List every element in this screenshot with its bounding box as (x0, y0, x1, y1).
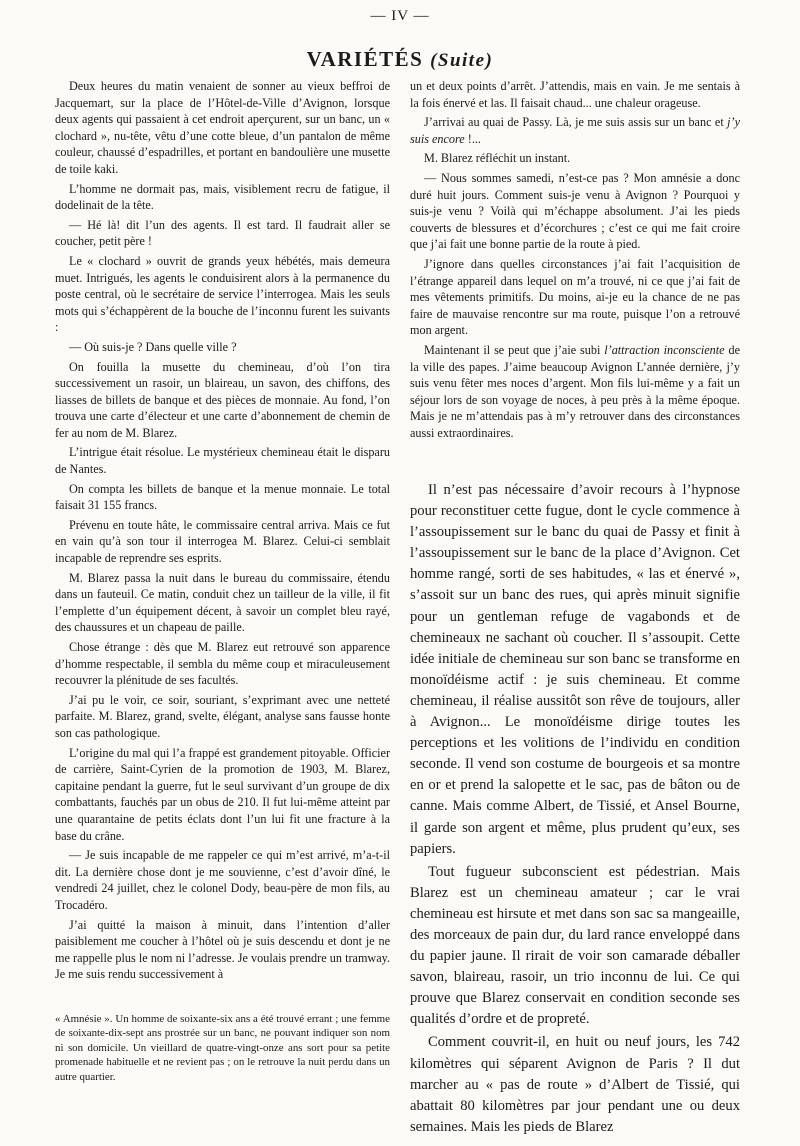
paragraph: Comment couvrit-il, en huit ou neuf jours, les 742 kilomètres qui séparent Avignon de Paris ? Il dut marcher au « pas de route » d’Albert de Tissié, qui abattait 80 kilomètres par jour pendant une ou deux semaines. Mais les pieds de Blarez (410, 1034, 740, 1135)
page-number: — IV — (370, 8, 430, 24)
paragraph: On compta les billets de banque et la menue monnaie. Le total faisait 31 155 francs. (55, 481, 390, 513)
left-column (55, 78, 390, 986)
paragraph (410, 114, 740, 147)
paragraph: M. Blarez réfléchit un instant. (424, 151, 571, 166)
paragraph-text: !... (464, 131, 481, 146)
page-title (0, 47, 800, 72)
paragraph: Deux heures du matin venaient de sonner au vieux beffroi de Jacquemart, sur la place de l’Hôtel-de-Ville d’Avignon, lorsque deux agents qui passaient à cet endroit aperçurent, sur un banc, un « clochard », nu-tête, vêtu d’une cotte bleue, d’un pantalon de même couleur, chaussé d’espadrilles, et portant en bandoulière une musette de toile kaki. (55, 79, 390, 176)
italic-text: j’y suis encore (410, 115, 740, 146)
footnote (55, 1012, 390, 1084)
paragraph (410, 342, 740, 442)
paragraph: — Je suis incapable de me rappeler ce qui m’est arrivé, m’a-t-il dit. La dernière chose dont je me souvienne, c’est d’avoir dîné, le vendredi 24 juillet, chez le colonel Dody, beau-père de mon fils, au Trocadéro. (55, 848, 390, 912)
paragraph-text: Maintenant il se peut que j’aie subi (424, 342, 605, 357)
title-subtitle: (Suite) (430, 50, 494, 71)
paragraph-text: de la ville des papes. J’aime beaucoup Avignon L’année dernière, j’y suis venu fêter mes noces d’argent. Mon fils lui-même y a fait un séjour lors de son voyage de noces, à peu près à la même époque. Mais je ne m’attendais pas à m’y retrouver dans des circonstances aussi extraordinaires. (410, 342, 740, 440)
paragraph: On fouilla la musette du chemineau, d’où l’on tira successivement un rasoir, un blaireau, un savon, des chiffons, des liasses de billets de banque et des pièces de monnaie. Au fond, l’on trouva une carte d’électeur et une carte d’abonnement de chemin de fer au nom de M. Blarez. (55, 359, 390, 440)
title-main: VARIÉTÉS (306, 47, 424, 71)
footnote-text: « Amnésie ». Un homme de soixante-six ans a été trouvé errant ; une femme de soixante-dix-sept ans prostrée sur un banc, ne pouvant indiquer son nom ni son domicile. Un vieillard de quatre-vingt-onze ans sort pour sa petite promenade habituelle et ne revient pas ; on le retrouve la nuit perdu dans un autre quartier. (55, 1013, 390, 1083)
paragraph: J’ai quitté la maison à minuit, dans l’intention d’aller paisiblement me coucher à l’hôtel où je suis descendu et dont je ne me rappelle plus le nom ni l’adresse. Je voulais prendre un tramway. Je me suis rendu successivement à (55, 917, 390, 982)
paragraph: Tout fugueur subconscient est pédestrian. Mais Blarez est un chemineau amateur ; car le vrai chemineau est hirsute et met dans son sac sa mangeaille, des morceaux de pain dur, du lard rance enveloppé dans du papier jaune. Il rirait de voir son camarade déballer savon, blaireau, rasoir, un trio inconnu de lui. Ce qui prouve que Blarez conservait en condition seconde ses qualités d’ordre et de propreté. (410, 863, 740, 1028)
footnote-divider (55, 1003, 390, 1004)
paragraph-text: J’arrivai au quai de Passy. Là, je me suis assis sur un banc et (424, 115, 728, 130)
paragraph: L’homme ne dormait pas, mais, visiblement recru de fatigue, il dodelinait de la tête. (55, 181, 390, 213)
paragraph: un et deux points d’arrêt. J’attendis, mais en vain. Je me sentais à la fois énervé et las. Il faisait chaud... une chaleur orageuse. (410, 79, 740, 110)
paragraph: Le « clochard » ouvrit de grands yeux hébétés, mais demeura muet. Intrigués, les agents le conduisirent alors à la permanence du poste central, où le secrétaire de service l’interrogea. Mais les seuls mots qui s’échappèrent de la bouche de l’inconnu furent les suivants : (55, 253, 390, 335)
paragraph: J’ai pu le voir, ce soir, souriant, s’exprimant avec une netteté parfaite. M. Blarez, grand, svelte, élégant, analyse sans fausse honte son cas pathologique. (55, 692, 390, 740)
paragraph: — Nous sommes samedi, n’est-ce pas ? Mon amnésie a donc duré huit jours. Comment suis-je venu à Avignon ? Pourquoi y suis-je venu ? Voilà qui m’échappe absolument. J’ai les pieds couverts de blessures et d’écorchures ; c’est ce qui me fait croire que j’ai fait une bonne partie de la route à pied. (410, 170, 740, 252)
paragraph: L’intrigue était résolue. Le mystérieux chemineau était le disparu de Nantes. (55, 445, 390, 477)
paragraph: L’origine du mal qui l’a frappé est grandement pitoyable. Officier de carrière, Saint-Cyrien de la promotion de 1903, M. Blarez, capitaine pendant la guerre, fut le seul survivant d’un groupe de dix combattants, fauchés par un obus de 210. Il fut lui-même atteint par une quarantaine de petits éclats dont l’un lui fit une fracture à la base du crâne. (55, 745, 390, 843)
paragraph: — Hé là! dit l’un des agents. Il est tard. Il faudrait aller se coucher, petit père ! (55, 217, 390, 249)
paragraph: J’ignore dans quelles circonstances j’ai fait l’acquisition de l’étrange appareil dans lequel on m’a trouvé, ni ce que j’ai fait de mes vêtements primitifs. Du moins, ai-je eu la chance de ne pas faire de mauvaise rencontre sur ma route, puisque l’on a retrouvé mon argent. (410, 256, 740, 338)
right-column-upper (410, 78, 740, 444)
paragraph: Chose étrange : dès que M. Blarez eut retrouvé son apparence d’homme respectable, il sembla du même coup et miraculeusement recouvrer la plénitude de ses facultés. (55, 640, 390, 688)
italic-text: l’attraction inconsciente (604, 342, 725, 357)
paragraph: Il n’est pas nécessaire d’avoir recours à l’hypnose pour reconstituer cette fugue, dont le cycle commence à l’assoupissement sur le banc du quai de Passy et finit à l’assoupissement sur le banc de la place d’Avignon. Cet homme rangé, sorti de ses habitudes, « las et énervé », s’assoit sur un banc des rues, qui après minuit signifie pour un gentleman refuge de vagabonds et de chemineaux ne sachant où coucher. Il s’assoupit. Cette idée initiale de chemineau sur son banc se transforme en monoïdéisme actif : je suis chemineau. Et comme chemineau, il réalise aussitôt son rêve de toujours, aller à Avignon... Le monoïdéisme dirige toutes les perceptions et les volitions de l’individu en condition seconde. Il vend son costume de bourgeois et sa montre en or et prend la salopette et le sac, pas de bâton ou de canne. Mais comme Albert, de Tissié, et Ansel Bourne, il garde son argent et même, plus prudent qu’eux, ses papiers. (410, 482, 740, 857)
paragraph: — Où suis-je ? Dans quelle ville ? (69, 339, 237, 354)
paragraph: M. Blarez passa la nuit dans le bureau du commissaire, étendu dans un fauteuil. Ce matin, conduit chez un tailleur de la ville, il fit l’emplette d’un équipement décent, à savoir un complet bleu rayé, des chaussures et un chapeau de paille. (55, 570, 390, 635)
right-column-lower (410, 480, 740, 1140)
paragraph: Prévenu en toute hâte, le commissaire central arriva. Mais ce fut en vain qu’à son tour il interrogea M. Blarez. Celui-ci semblait incapable de reprendre ses esprits. (55, 517, 390, 566)
